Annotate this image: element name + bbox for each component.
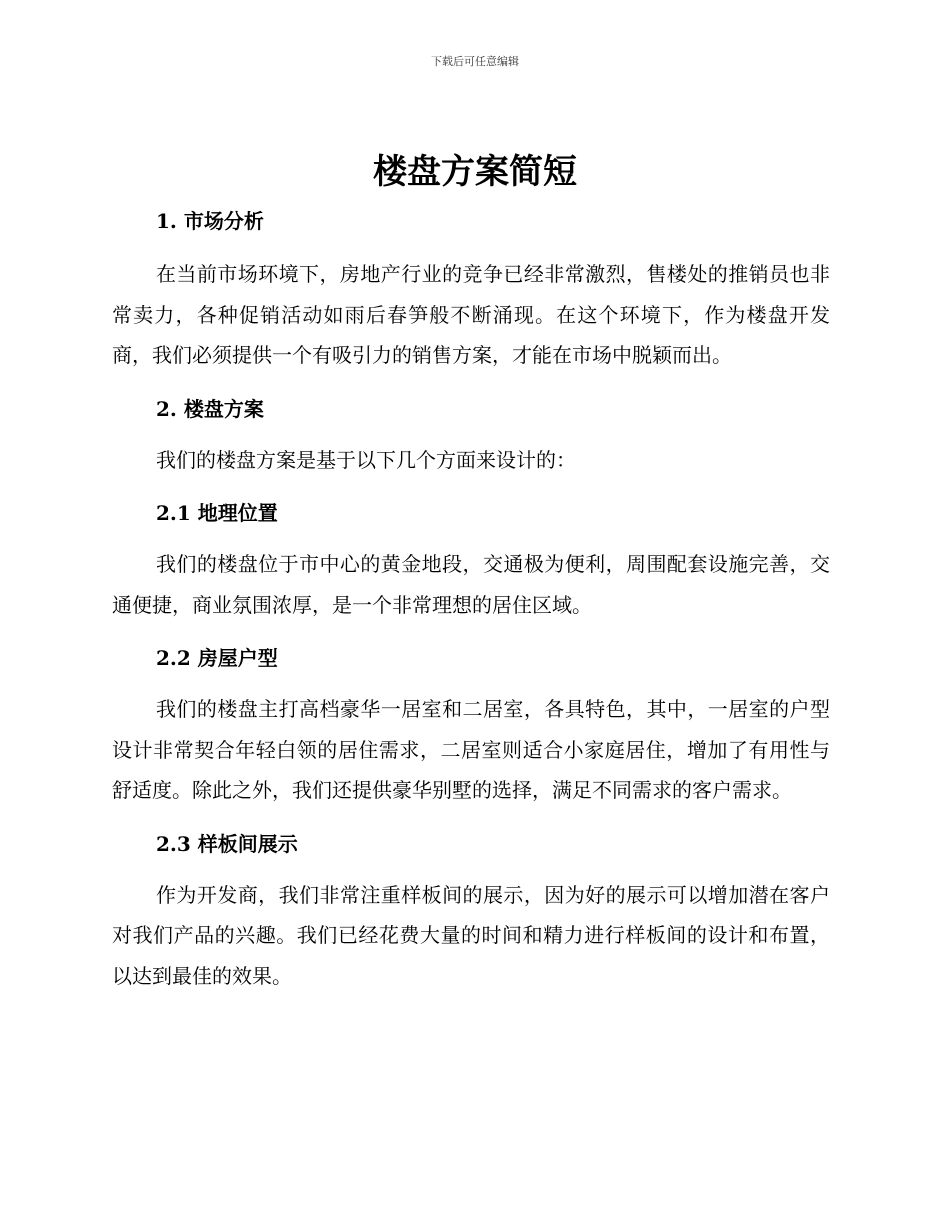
paragraph-location: 我们的楼盘位于市中心的黄金地段，交通极为便利，周围配套设施完善，交通便捷，商业氛围浓厚，是一个非常理想的居住区域。 — [112, 552, 830, 617]
paragraph-showroom: 作为开发商，我们非常注重样板间的展示，因为好的展示可以增加潜在客户对我们产品的兴趣。我们已经花费大量的时间和精力进行样板间的设计和布置，以达到最佳的效果。 — [112, 882, 830, 988]
paragraph-market-analysis: 在当前市场环境下，房地产行业的竞争已经非常激烈，售楼处的推销员也非常卖力，各种促销活动如雨后春笋般不断涌现。在这个环境下，作为楼盘开发商，我们必须提供一个有吸引力的销售方案，才能在市场中脱颖而出。 — [112, 262, 830, 367]
paragraph-unit-layout: 我们的楼盘主打高档豪华一居室和二居室，各具特色，其中，一居室的户型设计非常契合年轻白领的居住需求，二居室则适合小家庭居住，增加了有用性与舒适度。除此之外，我们还提供豪华别墅的选择，满足不同需求的客户需求。 — [112, 697, 830, 802]
page-header: 下载后可任意编辑 — [431, 55, 519, 68]
section-heading-building-plan: 2. 楼盘方案 — [156, 396, 264, 421]
section-heading-showroom: 2.3 样板间展示 — [156, 831, 298, 856]
document-body — [112, 202, 830, 996]
document-title: 楼盘方案简短 — [373, 152, 577, 192]
section-heading-unit-layout: 2.2 房屋户型 — [156, 646, 278, 670]
paragraph-building-plan: 我们的楼盘方案是基于以下几个方面来设计的： — [156, 447, 576, 472]
section-heading-market-analysis: 1. 市场分析 — [156, 209, 264, 233]
section-heading-location: 2.1 地理位置 — [156, 501, 278, 525]
